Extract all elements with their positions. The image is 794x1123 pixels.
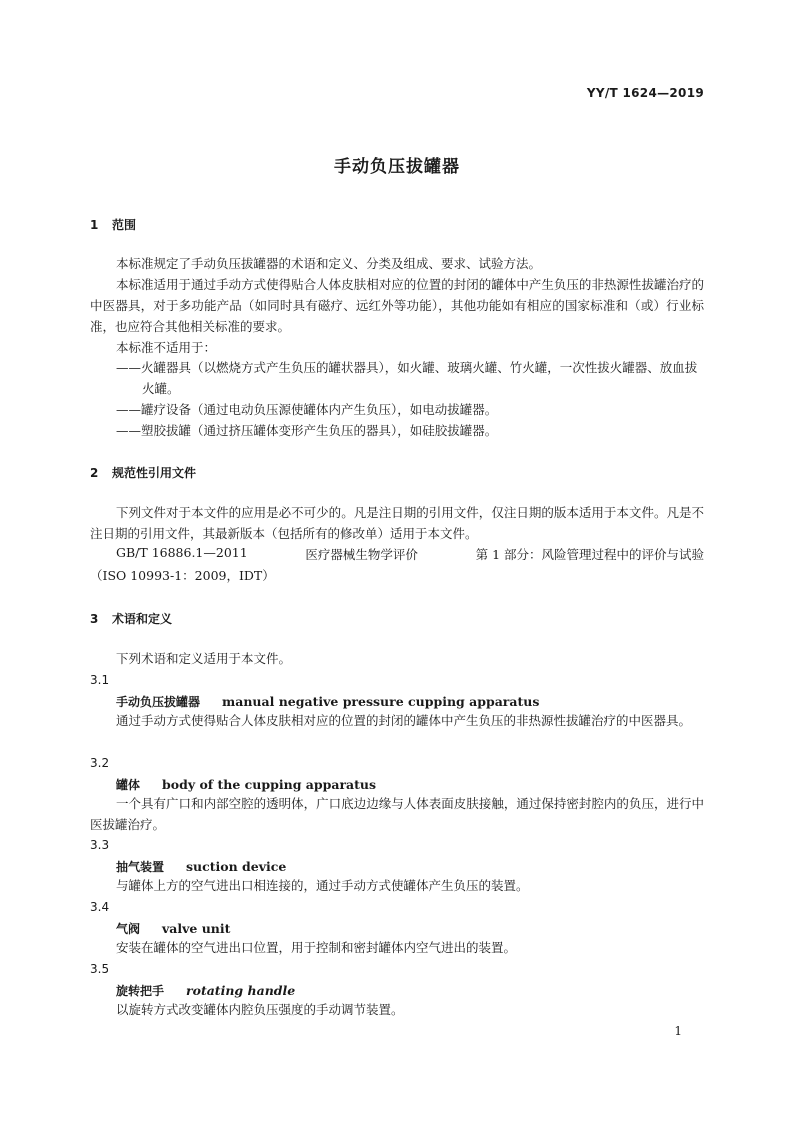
reference-part: 第 1 部分：风险管理过程中的评价与试验 xyxy=(475,547,704,562)
term-name xyxy=(116,858,286,875)
section-3-heading xyxy=(90,610,172,627)
term-name-en: suction device xyxy=(186,859,287,874)
term-number: 3.5 xyxy=(90,962,110,976)
term-name-en: manual negative pressure cupping apparatus xyxy=(222,694,540,709)
term-definition: 通过手动方式使得贴合人体皮肤相对应的位置的封闭的罐体中产生负压的非热源性拔罐治疗的中医器具。 xyxy=(116,713,692,728)
term-name-zh: 抽气装置 xyxy=(116,860,165,874)
section-number: 3 xyxy=(90,612,99,626)
section-number: 1 xyxy=(90,218,99,232)
term-name-en: body of the cupping apparatus xyxy=(162,777,377,792)
section-2-heading xyxy=(90,464,196,481)
section-number: 2 xyxy=(90,466,99,480)
section-1-heading xyxy=(90,216,136,233)
term-number: 3.4 xyxy=(90,900,110,914)
term-definition: 安装在罐体的空气进出口位置，用于控制和密封罐体内空气进出的装置。 xyxy=(116,940,517,955)
term-number: 3.1 xyxy=(90,673,110,687)
term-name-en: rotating handle xyxy=(186,983,296,998)
exclusion-item: ——罐疗设备（通过电动负压源使罐体内产生负压），如电动拔罐器。 xyxy=(116,402,498,417)
reference-code: GB/T 16886.1—2011 xyxy=(116,545,248,560)
term-definition: 与罐体上方的空气进出口相连接的，通过手动方式使罐体产生负压的装置。 xyxy=(116,878,529,893)
term-name-zh: 罐体 xyxy=(116,778,141,792)
term-name-zh: 气阀 xyxy=(116,922,141,936)
scope-paragraph-3: 本标准不适用于： xyxy=(116,340,217,355)
scope-paragraph-2: 本标准适用于通过手动方式使得贴合人体皮肤相对应的位置的封闭的罐体中产生负压的非热源性拔罐治疗的中医器具，对于多功能产品（如同时具有磁疗、远红外等功能），其他功能如有相应的国家标准和（或）行业标准，也应符合其他相关标准的要求。 xyxy=(90,277,704,334)
term-name-zh: 手动负压拔罐器 xyxy=(116,695,201,709)
section-title: 规范性引用文件 xyxy=(112,466,197,480)
term-name xyxy=(116,982,295,999)
term-number: 3.2 xyxy=(90,756,110,770)
scope-paragraph-1: 本标准规定了手动负压拔罐器的术语和定义、分类及组成、要求、试验方法。 xyxy=(116,256,542,271)
reference-iso: （ISO 10993-1：2009，IDT） xyxy=(90,568,275,583)
terms-intro: 下列术语和定义适用于本文件。 xyxy=(116,651,292,666)
term-definition: 以旋转方式改变罐体内腔负压强度的手动调节装置。 xyxy=(116,1002,404,1017)
standard-code: YY/T 1624—2019 xyxy=(586,86,704,100)
section-title: 范围 xyxy=(112,218,137,232)
term-definition: 一个具有广口和内部空腔的透明体，广口底边边缘与人体表面皮肤接触，通过保持密封腔内的负压，进行中医拔罐治疗。 xyxy=(90,796,704,832)
page-number: 1 xyxy=(674,1024,682,1038)
term-name xyxy=(116,693,539,710)
section-title: 术语和定义 xyxy=(112,612,173,626)
term-name xyxy=(116,776,376,793)
normative-paragraph: 下列文件对于本文件的应用是必不可少的。凡是注日期的引用文件，仅注日期的版本适用于本文件。凡是不注日期的引用文件，其最新版本（包括所有的修改单）适用于本文件。 xyxy=(90,505,704,541)
reference-entry xyxy=(116,545,704,563)
exclusion-item: ——塑胶拔罐（通过挤压罐体变形产生负压的器具），如硅胶拔罐器。 xyxy=(116,423,498,438)
term-number: 3.3 xyxy=(90,838,110,852)
term-name xyxy=(116,920,230,937)
reference-title: 医疗器械生物学评价 xyxy=(305,547,418,562)
term-name-en: valve unit xyxy=(162,921,231,936)
document-title: 手动负压拔罐器 xyxy=(334,157,460,177)
exclusion-item: ——火罐器具（以燃烧方式产生负压的罐状器具），如火罐、玻璃火罐、竹火罐，一次性拔火罐器、放血拔火罐。 xyxy=(116,360,698,396)
term-name-zh: 旋转把手 xyxy=(116,984,165,998)
